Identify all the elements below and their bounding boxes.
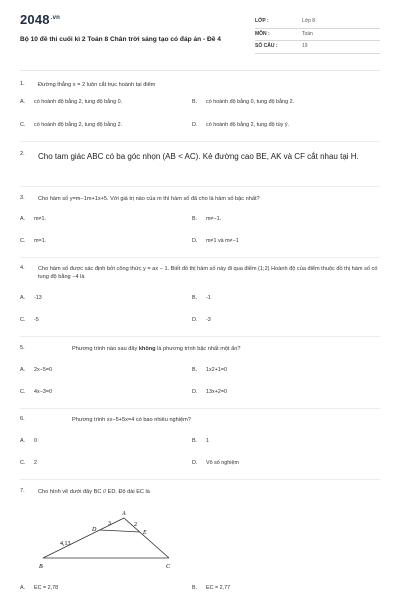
option-d[interactable]	[192, 122, 289, 128]
option-text: m≠−1.	[206, 216, 222, 222]
option-label: B.	[192, 216, 198, 222]
option-d[interactable]	[192, 460, 239, 466]
question-text-before: Phương trình nào sau đây	[72, 346, 139, 352]
option-c[interactable]	[20, 317, 39, 323]
option-label: A.	[20, 216, 26, 222]
option-label: B.	[192, 99, 198, 105]
option-b[interactable]	[192, 367, 227, 373]
option-label: B.	[192, 438, 198, 444]
option-b[interactable]	[192, 216, 221, 222]
meta-row-grade	[255, 16, 380, 29]
side-ab	[43, 518, 124, 558]
option-text: -3	[206, 317, 211, 323]
option-label: C.	[20, 460, 26, 466]
option-label: A.	[20, 367, 26, 373]
option-label: A.	[20, 295, 26, 301]
option-text: m≠1 và m≠−1	[206, 238, 239, 244]
meta-row-subject	[255, 29, 380, 42]
option-b[interactable]	[192, 99, 294, 105]
divider	[20, 336, 380, 337]
option-text: 0	[34, 438, 37, 444]
meta-value: Lớp 8	[302, 18, 316, 24]
question-number: 7.	[20, 488, 25, 494]
option-label: D.	[192, 317, 198, 323]
question-number: 6.	[20, 416, 25, 422]
option-b[interactable]	[192, 438, 209, 444]
option-text: 1	[206, 438, 209, 444]
label-d: D	[92, 527, 97, 533]
option-text: có hoành độ bằng 2, tung độ bằng 2.	[34, 122, 123, 128]
option-text: Vô số nghiệm	[206, 460, 239, 466]
label-db-length: 4,13	[60, 541, 71, 547]
option-text: m=1.	[34, 238, 47, 244]
logo-main: 2048	[20, 12, 50, 27]
meta-key: MÔN :	[255, 30, 270, 37]
question-number: 2.	[20, 151, 25, 157]
option-text: -5	[34, 317, 39, 323]
question-text: Cho tam giác ABC có ba góc nhọn (AB < AC). Kẻ đường cao BE, AK và CF cắt nhau tại H.	[38, 152, 359, 161]
option-label: C.	[20, 122, 26, 128]
option-a[interactable]	[20, 295, 42, 301]
label-ad-length: 3	[108, 521, 111, 527]
side-ac	[124, 518, 169, 558]
question-number: 4.	[20, 265, 25, 271]
option-label: B.	[192, 367, 198, 373]
meta-key: SỐ CÂU :	[255, 43, 278, 49]
option-label: A.	[20, 438, 26, 444]
document-title: Bộ 10 đề thi cuối kì 2 Toán 8 Chân trời sáng tạo có đáp án - Đề 4	[20, 36, 221, 43]
option-label: B.	[192, 585, 198, 591]
option-label: D.	[192, 122, 198, 128]
option-text: có hoành độ bằng 2, tung độ bằng 0.	[34, 99, 123, 105]
divider	[20, 186, 380, 187]
divider	[20, 479, 380, 480]
meta-value: 19	[302, 43, 308, 49]
label-a: A	[122, 511, 126, 517]
option-a[interactable]	[20, 216, 46, 222]
option-text: 1x2+1=0	[206, 367, 227, 373]
label-c: C	[166, 564, 171, 570]
question-text: Cho hình vẽ dưới đây BC // ED. Độ dài EC là	[38, 489, 150, 495]
question-text-bold: không	[138, 346, 156, 352]
option-a[interactable]	[20, 585, 58, 591]
option-c[interactable]	[20, 122, 122, 128]
page-header	[20, 12, 380, 62]
question-text: Cho hàm số được xác định bởi công thức y = ax − 1. Biết đồ thị hàm số này đi qua điểm (1;2) Hoành độ của điểm thuộc đồ thị hàm số có tung độ bằng −4 là	[38, 266, 378, 280]
option-label: A.	[20, 99, 26, 105]
divider	[20, 141, 380, 142]
option-c[interactable]	[20, 238, 46, 244]
option-text: -13	[34, 295, 42, 301]
option-d[interactable]	[192, 389, 227, 395]
divider	[20, 257, 380, 258]
meta-row-count	[255, 41, 380, 54]
option-label: C.	[20, 317, 26, 323]
option-b[interactable]	[192, 295, 211, 301]
option-text: 13x+2=0	[206, 389, 227, 395]
option-c[interactable]	[20, 389, 52, 395]
option-b[interactable]	[192, 585, 230, 591]
option-label: C.	[20, 389, 26, 395]
label-e: E	[143, 530, 147, 536]
divider	[20, 408, 380, 409]
option-label: D.	[192, 389, 198, 395]
option-text: EC = 2,78	[34, 585, 59, 591]
option-text: 2x−5=0	[34, 367, 52, 373]
question-number: 3.	[20, 195, 25, 201]
option-label: D.	[192, 460, 198, 466]
question-number: 1.	[20, 81, 25, 87]
option-label: D.	[192, 238, 198, 244]
option-text: có hoành độ bằng 2, tung độ tùy ý.	[206, 122, 290, 128]
question-text: Đường thẳng x = 2 luôn cắt trục hoành tại điểm	[38, 82, 156, 88]
question-text-after: là phương trình bậc nhất một ẩn?	[155, 346, 241, 352]
option-a[interactable]	[20, 99, 122, 105]
question-text	[72, 345, 400, 353]
question-number: 5.	[20, 345, 25, 351]
option-d[interactable]	[192, 317, 211, 323]
option-text: EC = 2,77	[206, 585, 231, 591]
option-d[interactable]	[192, 238, 239, 244]
label-ae-length: 2	[134, 522, 137, 528]
option-text: -1	[206, 295, 211, 301]
logo-suffix: .vn	[50, 14, 61, 21]
header-divider	[20, 70, 380, 71]
option-label: B.	[192, 295, 198, 301]
meta-table	[255, 16, 380, 54]
question-text: Phương trình xx−5+5x=4 có bao nhiêu nghiệm?	[72, 417, 191, 423]
option-text: 2	[34, 460, 37, 466]
meta-value: Toán	[302, 30, 313, 37]
option-a[interactable]	[20, 367, 52, 373]
question-text: Cho hàm số y=m−1m+1x+5. Với giá trị nào của m thì hàm số đã cho là hàm số bậc nhất?	[38, 196, 260, 202]
option-label: C.	[20, 238, 26, 244]
segment-de	[100, 530, 140, 532]
option-label: A.	[20, 585, 26, 591]
label-b: B	[39, 564, 43, 570]
site-logo[interactable]	[20, 12, 60, 27]
option-c[interactable]	[20, 460, 37, 466]
option-text: 4x−3=0	[34, 389, 52, 395]
option-a[interactable]	[20, 438, 37, 444]
option-text: m≠1.	[34, 216, 46, 222]
option-text: có hoành độ bằng 0, tung độ bằng 2.	[206, 99, 295, 105]
triangle-figure	[30, 505, 190, 577]
meta-key: LỚP :	[255, 18, 269, 24]
